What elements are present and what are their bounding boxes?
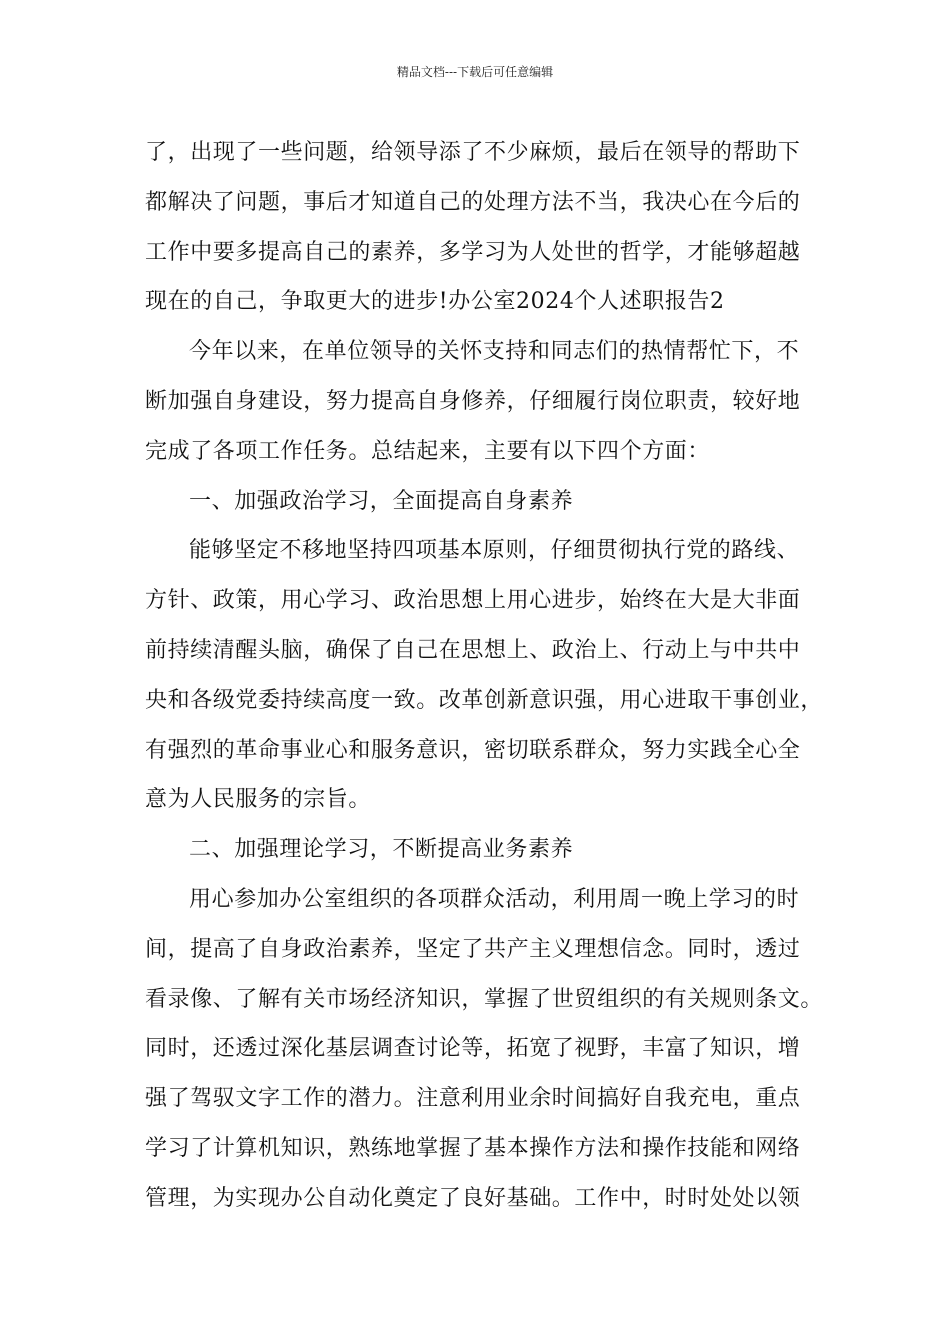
paragraph-start: 能够坚定不移地坚持四项基本原则，仔细贯彻执行党的路线、: [189, 538, 800, 564]
text-line: 间，提高了自身政治素养，坚定了共产主义理想信念。同时，透过: [145, 936, 801, 962]
text-line: 工作中要多提高自己的素养，多学习为人处世的哲学，才能够超越: [145, 239, 801, 265]
text-line: 同时，还透过深化基层调查讨论等，拓宽了视野，丰富了知识，增: [145, 1036, 801, 1062]
text-line: 央和各级党委持续高度一致。改革创新意识强，用心进取干事创业，: [145, 687, 824, 713]
text-line: 有强烈的革命事业心和服务意识，密切联系群众，努力实践全心全: [145, 737, 801, 763]
paragraph-start: 用心参加办公室组织的各项群众活动，利用周一晚上学习的时: [189, 886, 800, 912]
text-line: 学习了计算机知识，熟练地掌握了基本操作方法和操作技能和网络: [145, 1135, 801, 1161]
text-line: 意为人民服务的宗旨。: [145, 787, 372, 813]
text-line: 管理，为实现办公自动化奠定了良好基础。工作中，时时处处以领: [145, 1185, 801, 1211]
text-line: 方针、政策，用心学习、政治思想上用心进步，始终在大是大非面: [145, 588, 801, 614]
text-line: 了，出现了一些问题，给领导添了不少麻烦，最后在领导的帮助下: [145, 140, 801, 165]
paragraph-start: 今年以来，在单位领导的关怀支持和同志们的热情帮忙下，不: [189, 339, 800, 365]
text-line: 强了驾驭文字工作的潜力。注意利用业余时间搞好自我充电，重点: [145, 1086, 801, 1112]
text-line: 完成了各项工作任务。总结起来，主要有以下四个方面：: [145, 438, 711, 464]
text-line: 断加强自身建设，努力提高自身修养，仔细履行岗位职责，较好地: [145, 388, 801, 414]
page-header: 精品文档---下载后可任意编辑: [396, 65, 554, 79]
document-body: [145, 128, 825, 1224]
section-heading: 一、加强政治学习，全面提高自身素养: [189, 488, 574, 514]
text-line: 前持续清醒头脑，确保了自己在思想上、政治上、行动上与中共中: [145, 637, 801, 663]
text-line: 现在的自己，争取更大的进步!办公室2024个人述职报告2: [145, 289, 725, 315]
text-line: 都解决了问题，事后才知道自己的处理方法不当，我决心在今后的: [145, 189, 801, 215]
text-line: 看录像、了解有关市场经济知识，掌握了世贸组织的有关规则条文。: [145, 986, 824, 1012]
section-heading: 二、加强理论学习，不断提高业务素养: [189, 837, 574, 863]
